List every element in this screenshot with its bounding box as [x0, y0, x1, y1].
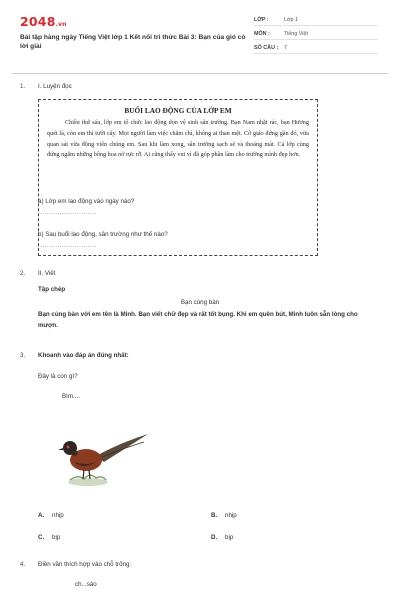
sub-question-b: b) Sau buổi lao động, sân trường như thế nào?: [38, 231, 168, 238]
question-number: 1.: [20, 83, 26, 90]
word-hint: Bìm....: [62, 393, 80, 400]
section-subheading: Tập chép: [38, 286, 66, 293]
meta-value: 7: [284, 45, 287, 51]
meta-label: MÔN :: [254, 31, 270, 37]
meta-label: SỐ CÂU :: [254, 45, 279, 51]
logo-text: 2048: [20, 14, 56, 29]
question-prompt: Đây là con gì?: [38, 373, 78, 380]
option-letter: D.: [211, 534, 218, 541]
answer-option-d[interactable]: [211, 534, 233, 541]
option-letter: B.: [211, 512, 218, 519]
option-text: nhịp: [225, 512, 237, 519]
question-heading: II. Viết: [38, 270, 56, 277]
copy-text-body: Bạn cùng bàn với em tên là Minh. Bạn viết chữ đẹp và rất tốt bụng. Khi em quên bút, Minh luôn sẵn lòng cho mượn.: [38, 311, 358, 329]
site-logo[interactable]: [20, 14, 67, 29]
document-title: Bài tập hàng ngày Tiếng Việt lớp 1 Kết nối tri thức Bài 3: Bạn của gió có lời giải: [20, 34, 246, 50]
copy-text-title: Bạn cùng bàn: [180, 299, 220, 306]
question-number: 3.: [20, 352, 26, 359]
meta-value: Lớp 1: [284, 17, 299, 23]
meta-value: Tiếng Việt: [284, 31, 308, 37]
question-heading: I. Luyện đọc: [38, 83, 72, 90]
question-number: 2.: [20, 270, 26, 277]
header-divider: [12, 73, 388, 74]
option-text: nhịp: [52, 512, 64, 519]
meta-label: LỚP :: [254, 17, 269, 23]
option-letter: C.: [38, 534, 45, 541]
answer-option-a[interactable]: [38, 512, 64, 519]
question-heading: Điền vần thích hợp vào chỗ trống:: [38, 561, 132, 568]
answer-blank[interactable]: ...........................: [38, 243, 97, 249]
answer-option-b[interactable]: [211, 512, 237, 519]
answer-option-c[interactable]: [38, 534, 60, 541]
question-heading: Khoanh vào đáp án đúng nhất:: [38, 352, 129, 359]
reading-title: BUỔI LAO ĐỘNG CỦA LỚP EM: [124, 106, 232, 115]
sub-question-a: a) Lớp em lao động vào ngày nào?: [38, 198, 135, 205]
option-letter: A.: [38, 512, 45, 519]
fill-in-prompt: ch...sáo: [75, 581, 97, 588]
option-text: bịp: [225, 534, 234, 541]
reading-body: Chiều thứ sáu, lớp em tổ chức lao động dọn vệ sinh sân trường. Bạn Nam nhặt rác, bạn Hương quét lá, còn em thì tưới cây. Mọi người làm việc chăm chỉ, không ai than mệt. Cô giáo đứng gần đó, vừa quan sát vừa động viên chúng em. Sau khi làm xong, sân trường sạch sẽ và thoáng mát. Cả lớp cùng đứng ngắm những bông hoa nở rực rỡ. Ai cũng thấy vui vì đã góp phần làm cho trường mình đẹp hơn.: [47, 119, 309, 159]
question-number: 4.: [20, 561, 26, 568]
logo-tld: .vn: [55, 21, 67, 28]
bird-illustration: [56, 422, 150, 490]
option-text: bịp: [52, 534, 61, 541]
answer-blank[interactable]: ...........................: [38, 210, 97, 216]
